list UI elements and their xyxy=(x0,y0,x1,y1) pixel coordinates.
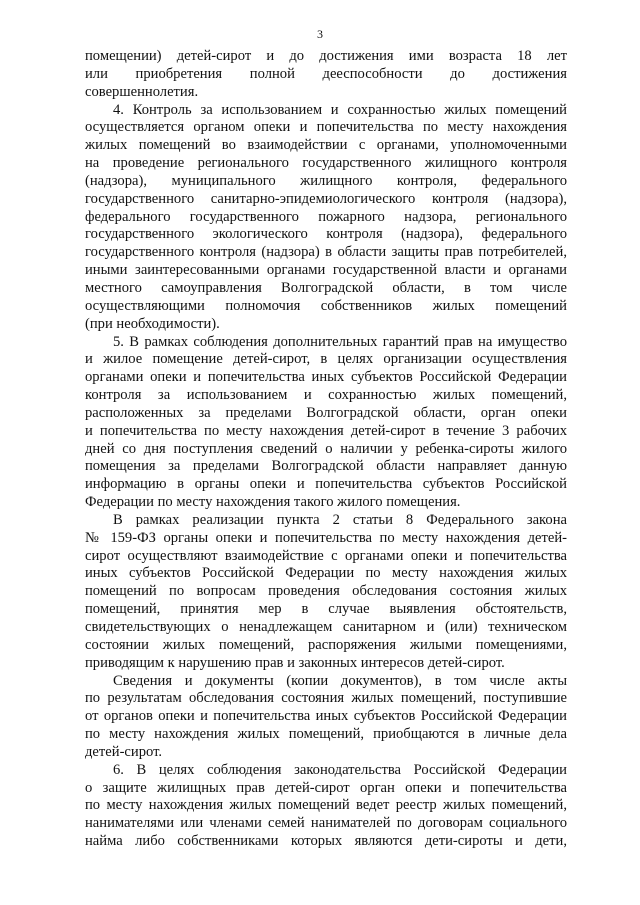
text-line: государственного санитарно-эпидемиологического контроля (надзора), xyxy=(85,190,567,207)
text-line: совершеннолетия. xyxy=(85,83,199,100)
text-line: и попечительства по месту нахождения детей-сирот в течение 3 рабочих xyxy=(85,422,567,439)
text-line: № 159-ФЗ органы опеки и попечительства по месту нахождения детей- xyxy=(85,529,567,546)
text-line: по месту нахождения жилых помещений ведет реестр жилых помещений, xyxy=(85,797,567,814)
text-line: или приобретения полной дееспособности до достижения xyxy=(85,65,567,82)
text-line: осуществляется органом опеки и попечительства по месту нахождения xyxy=(85,119,567,136)
text-line: местного самоуправления Волгоградской области, в том числе xyxy=(85,279,567,296)
text-line: приводящим к нарушению прав и законных интересов детей-сирот. xyxy=(85,654,505,671)
text-line: нанимателями или членами семей нанимателей по договорам социального xyxy=(85,815,567,832)
text-line: помещений по вопросам проведения обследования состояния жилых xyxy=(85,583,567,600)
text-line: осуществляющими полномочия собственников жилых помещений xyxy=(85,297,567,314)
document-body xyxy=(85,48,567,851)
text-line: состоянии жилых помещений, распоряжения жилыми помещениями, xyxy=(85,636,567,653)
text-line: от органов опеки и попечительства иных субъектов Российской Федерации xyxy=(85,708,567,725)
text-line: дней со дня поступления сведений о наличии у ребенка-сироты жилого xyxy=(85,440,567,457)
text-line: органами опеки и попечительства иных субъектов Российской Федерации xyxy=(85,369,567,386)
text-line: Сведения и документы (копии документов), в том числе акты xyxy=(113,672,567,689)
text-line: (при необходимости). xyxy=(85,315,220,332)
text-line: по месту нахождения жилых помещений, приобщаются в личные дела xyxy=(85,726,567,743)
paragraph xyxy=(85,102,567,334)
text-line: 4. Контроль за использованием и сохранностью жилых помещений xyxy=(113,101,567,118)
paragraph xyxy=(85,512,567,673)
page-number: 3 xyxy=(317,27,323,41)
paragraph xyxy=(85,48,567,102)
paragraph xyxy=(85,334,567,512)
text-line: о защите жилищных прав детей-сирот орган опеки и попечительства xyxy=(85,779,567,796)
text-line: на проведение регионального государственного жилищного контроля xyxy=(85,155,567,172)
text-line: контроля за использованием и сохранностью жилых помещений, xyxy=(85,387,567,404)
text-line: 5. В рамках соблюдения дополнительных гарантий прав на имущество xyxy=(113,333,567,350)
text-line: В рамках реализации пункта 2 статьи 8 Федерального закона xyxy=(113,511,567,528)
text-line: Федерации по месту нахождения такого жилого помещения. xyxy=(85,494,461,511)
text-line: найма либо собственниками которых являются дети-сироты и дети, xyxy=(85,833,567,850)
text-line: иными заинтересованными органами государственной власти и органами xyxy=(85,262,567,279)
text-line: расположенных за пределами Волгоградской области, орган опеки xyxy=(85,404,567,421)
text-line: иных субъектов Российской Федерации по месту нахождения жилых xyxy=(85,565,567,582)
text-line: 6. В целях соблюдения законодательства Российской Федерации xyxy=(113,761,567,778)
text-line: государственного контроля (надзора) в области защиты прав потребителей, xyxy=(85,244,567,261)
text-line: жилых помещений во взаимодействии с органами, уполномоченными xyxy=(85,137,567,154)
text-line: и жилое помещение детей-сирот, в целях организации осуществления xyxy=(85,351,567,368)
text-line: свидетельствующих о ненадлежащем санитарном и (или) техническом xyxy=(85,619,567,635)
text-line: детей-сирот. xyxy=(85,743,163,760)
text-line: информацию в органы опеки и попечительства субъектов Российской xyxy=(85,476,567,493)
paragraph xyxy=(85,762,567,851)
text-line: по результатам обследования состояния жилых помещений, поступившие xyxy=(85,690,567,707)
text-line: помещения за пределами Волгоградской области направляет данную xyxy=(85,458,567,475)
text-line: государственного экологического контроля (надзора), федерального xyxy=(85,226,567,243)
paragraph xyxy=(85,673,567,762)
text-line: помещений, принятия мер в случае выявления обстоятельств, xyxy=(85,601,567,618)
text-line: федерального государственного пожарного надзора, регионального xyxy=(85,208,567,225)
text-line: сирот осуществляют взаимодействие с органами опеки и попечительства xyxy=(85,547,567,564)
text-line: помещении) детей-сирот и до достижения ими возраста 18 лет xyxy=(85,48,567,64)
text-line: (надзора), муниципального жилищного контроля, федерального xyxy=(85,172,567,189)
